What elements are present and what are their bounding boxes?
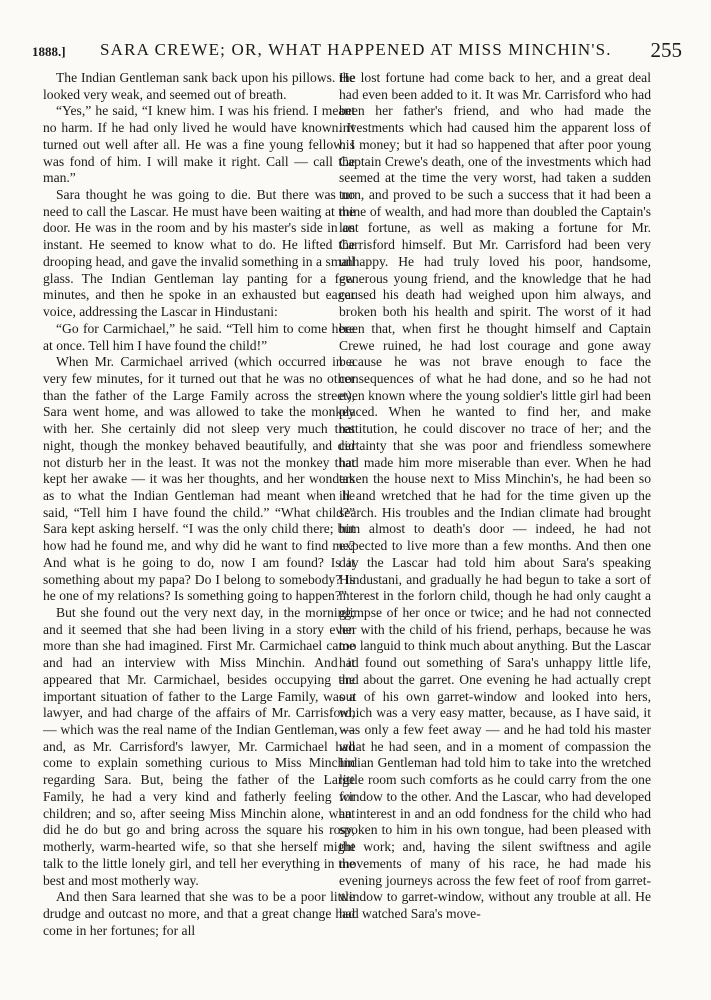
paragraph: When Mr. Carmichael arrived (which occurred in a very few minutes, for it turned out that he was no other than the father of the Large Family across the street), Sara went home, and was allowed to take the monkey with her. She certainly did not sleep very much that night, though the monkey behaved beautifully, and did not disturb her in the least. It was not the monkey that kept her awake — it was her thoughts, and her wonders as to what the Indian Gentleman had meant when he said, “Tell him I have found the child.” “What child?” Sara kept asking herself. “I was the only child there; but how had he found me, and why did he want to find me? And what is he going to do, now I am found? Is it something about my papa? Do I belong to somebody? Is he one of my relations? Is something going to happen?” [43, 354, 355, 604]
paragraph: Sara thought he was going to die. But there was no need to call the Lascar. He must have been waiting at the door. He was in the room and by his master's side in an instant. He seemed to know what to do. He lifted the drooping head, and gave the invalid something in a small glass. The Indian Gentleman lay panting for a few minutes, and then he spoke in an exhausted but eager voice, addressing the Lascar in Hindustani: [43, 187, 355, 320]
page-number: 255 [650, 38, 682, 62]
paragraph: the lost fortune had come back to her, and a great deal had even been added to it. It was Mr. Carrisford who had been her father's friend, and who had made the investments which had caused him the apparent loss of his money; but it had so happened that after poor young Captain Crewe's death, one of the investments which had seemed at the time the very worst, had taken a sudden turn, and proved to be such a success that it had been a mine of wealth, and had more than doubled the Captain's lost fortune, as well as making a fortune for Mr. Carrisford himself. But Mr. Carrisford had been very unhappy. He had truly loved his poor, handsome, generous young friend, and the knowledge that he had caused his death had weighed upon him always, and broken both his health and spirit. The worst of it had been that, when first he thought himself and Captain Crewe ruined, he had lost courage and gone away because he was not brave enough to face the consequences of what he had done, and so he had not even known where the young soldier's little girl had been placed. When he wanted to find her, and make restitution, he could discover no trace of her; and the certainty that she was poor and friendless somewhere had made him more miserable than ever. When he had taken the house next to Miss Minchin's, he had been so ill and wretched that he had for the time given up the search. His troubles and the Indian climate had brought him almost to death's door — indeed, he had not expected to live more than a few months. And then one day the Lascar had told him about Sara's speaking Hindustani, and gradually he had begun to take a sort of interest in the forlorn child, though he had only caught a glimpse of her once or twice; and he had not connected her with the child of his friend, perhaps, because he was too languid to think much about anything. But the Lascar had found out something of Sara's unhappy little life, and about the garret. One evening he had actually crept out of his own garret-window and looked into hers, which was a very easy matter, because, as I have said, it was only a few feet away — and he had told his master what he had seen, and in a moment of compassion the Indian Gentleman had told him to take into the wretched little room such comforts as he could carry from the one window to the other. And the Lascar, who had developed an interest in and an odd fondness for the child who had spoken to him in his own tongue, had been pleased with the work; and, having the silent swiftness and agile movements of many of his race, he had made his evening journeys across the few feet of roof from garret-window to garret-window, without any trouble at all. He had watched Sara's move- [339, 70, 651, 921]
paragraph: And then Sara learned that she was to be a poor little drudge and outcast no more, and that a great change had come in her fortunes; for all [43, 889, 355, 938]
running-title: SARA CREWE; OR, WHAT HAPPENED AT MISS MINCHIN'S. [100, 40, 612, 59]
paragraph: But she found out the very next day, in the morning; and it seemed that she had been living in a story even more than she had imagined. First Mr. Carmichael came and had an interview with Miss Minchin. And it appeared that Mr. Carmichael, besides occupying the important situation of father to the Large Family, was a lawyer, and had charge of the affairs of Mr. Carrisford, — which was the real name of the Indian Gentleman, — and, as Mr. Carrisford's lawyer, Mr. Carmichael had come to explain something curious to Miss Minchin regarding Sara. But, being the father of the Large Family, he had a very kind and fatherly feeling for children; and so, after seeing Miss Minchin alone, what did he do but go and bring across the square his rosy, motherly, warm-hearted wife, so that she herself might talk to the little lonely girl, and tell her everything in the best and most motherly way. [43, 605, 355, 888]
paragraph: “Yes,” he said, “I knew him. I was his friend. I meant no harm. If he had only lived he would have known. It turned out well after all. He was a fine young fellow. I was fond of him. I will make it right. Call — call the man.” [43, 103, 355, 186]
left-column [43, 70, 355, 939]
issue-year: 1888.] [32, 44, 66, 59]
right-column [339, 70, 651, 923]
running-header [32, 40, 682, 66]
paragraph: “Go for Carmichael,” he said. “Tell him to come here at once. Tell him I have found the child!” [43, 320, 355, 353]
paragraph: The Indian Gentleman sank back upon his pillows. He looked very weak, and seemed out of breath. [43, 70, 355, 102]
